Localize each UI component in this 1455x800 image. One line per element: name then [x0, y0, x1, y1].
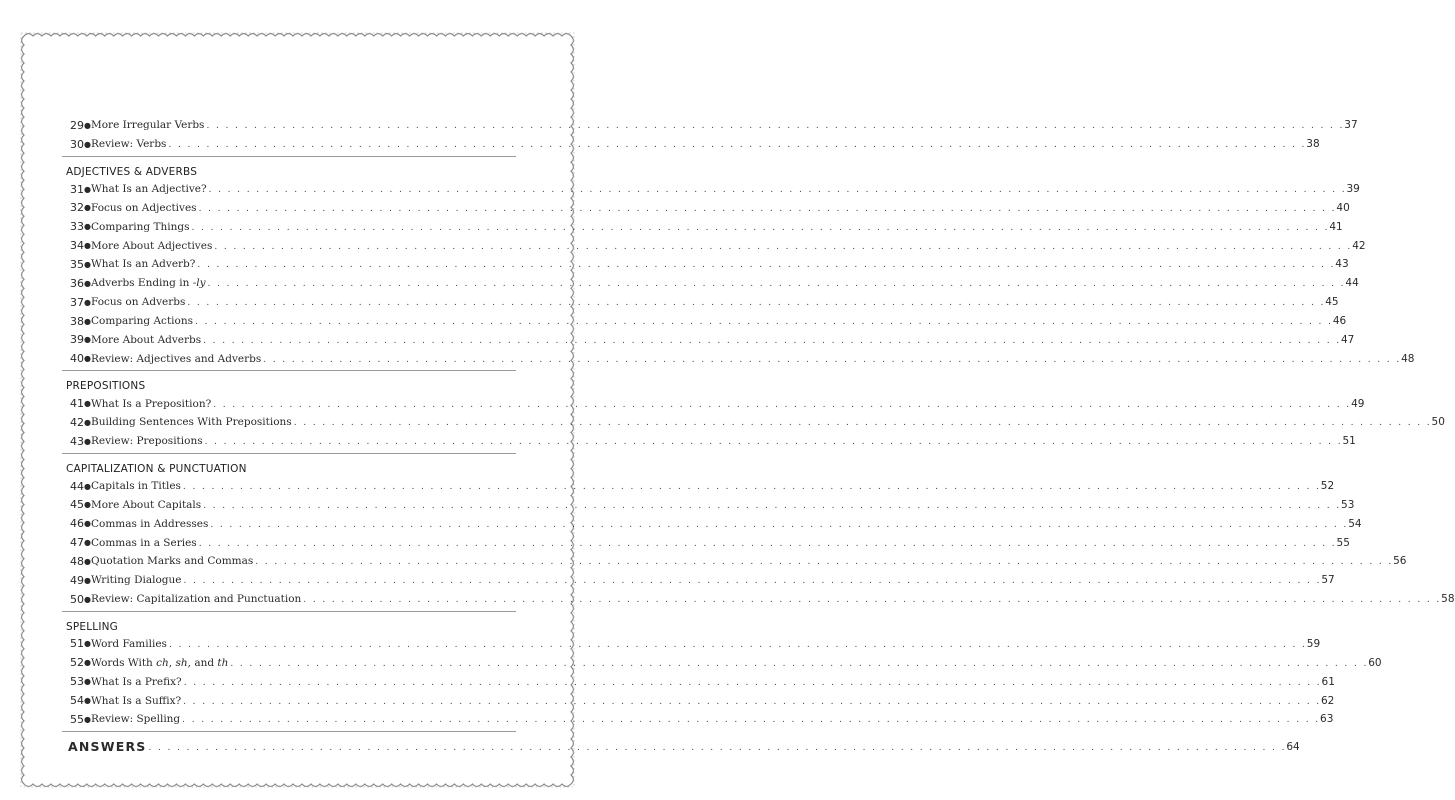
toc-entry: [62, 653, 1382, 672]
bullet-icon: ●: [84, 417, 91, 427]
lesson-title: Comparing Actions: [90, 315, 193, 328]
dot-leader: . . . . . . . . . . . . . . . . . . . . . . . . . . . . . . . . . . . . . . . . . . . . . . . . . . . . . . . . . . . . . . . . . . . . . . . . . . . . . . . . . . . . . . . . . . . . . . . . . . . . . . . . . . . . . . . . . . . . . . . .: [293, 418, 1432, 429]
lesson-title: Comparing Things: [90, 220, 190, 233]
lesson-number: 36: [70, 276, 84, 290]
lesson-title: Review: Prepositions: [90, 435, 203, 448]
lesson-number: 31: [70, 182, 84, 196]
dot-leader: . . . . . . . . . . . . . . . . . . . . . . . . . . . . . . . . . . . . . . . . . . . . . . . . . . . . . . . . . . . . . . . . . . . . . . . . . . . . . . . . . . . . . . . . . . . . . . . . . . . . . . . . . . . . . . . . . . . . . . . .: [187, 298, 1326, 309]
dot-leader: . . . . . . . . . . . . . . . . . . . . . . . . . . . . . . . . . . . . . . . . . . . . . . . . . . . . . . . . . . . . . . . . . . . . . . . . . . . . . . . . . . . . . . . . . . . . . . . . . . . . . . . . . . . . . . . . . . . . . . . .: [195, 317, 1333, 328]
page-number: 37: [1344, 119, 1358, 132]
answers-entry: [62, 736, 1300, 758]
bullet-icon: ●: [84, 399, 91, 409]
page-number: 58: [1441, 593, 1455, 606]
page-number: 50: [1431, 416, 1445, 429]
bullet-icon: ●: [84, 575, 91, 585]
bullet-icon: ●: [84, 639, 91, 649]
page-number: 53: [1341, 498, 1355, 511]
lesson-title: Review: Verbs: [90, 138, 167, 151]
page-number: 38: [1306, 138, 1320, 151]
lesson-title: More About Adverbs: [90, 333, 202, 346]
toc-entry: [62, 514, 1362, 533]
dot-leader: . . . . . . . . . . . . . . . . . . . . . . . . . . . . . . . . . . . . . . . . . . . . . . . . . . . . . . . . . . . . . . . . . . . . . . . . . . . . . . . . . . . . . . . . . . . . . . . . . . . . . . . . . . . . . . . . . . . . . . . .: [263, 354, 1402, 365]
lesson-number: 39: [70, 333, 84, 347]
bullet-icon: ●: [84, 519, 91, 529]
lesson-title: Review: Spelling: [90, 713, 181, 726]
lesson-number: 32: [70, 201, 84, 215]
page-number: 51: [1342, 435, 1356, 448]
lesson-title: Commas in Addresses: [90, 517, 209, 530]
lesson-title: More About Adjectives: [90, 239, 213, 252]
bullet-icon: ●: [84, 594, 91, 604]
toc-entry: [62, 349, 1415, 368]
lesson-number: 43: [70, 434, 84, 448]
page-number: 45: [1325, 296, 1339, 309]
toc-entry: [62, 477, 1335, 496]
toc-entry: [62, 274, 1359, 293]
lesson-number: 53: [70, 675, 84, 689]
dot-leader: . . . . . . . . . . . . . . . . . . . . . . . . . . . . . . . . . . . . . . . . . . . . . . . . . . . . . . . . . . . . . . . . . . . . . . . . . . . . . . . . . . . . . . . . . . . . . . . . . . . . . . . . . . . . . . . . . . . . . . . .: [204, 437, 1343, 448]
toc-entry: [62, 710, 1334, 729]
lesson-number: 33: [70, 220, 84, 234]
toc-entry: [62, 672, 1335, 691]
lesson-title: Focus on Adjectives: [90, 201, 197, 214]
toc-entry: [62, 312, 1347, 331]
lesson-title: Adverbs Ending in -ly: [90, 277, 206, 290]
page-number: 64: [1286, 740, 1300, 753]
lesson-title: Capitals in Titles: [90, 480, 181, 493]
section-heading: CAPITALIZATION & PUNCTUATION: [66, 462, 247, 475]
dot-leader: . . . . . . . . . . . . . . . . . . . . . . . . . . . . . . . . . . . . . . . . . . . . . . . . . . . . . . . . . . . . . . . . . . . . . . . . . . . . . . . . . . . . . . . . . . . . . . . . . . . . . . . . . . . . . . . . . . . . . . . .: [183, 576, 1322, 587]
lesson-title: Building Sentences With Prepositions: [90, 416, 292, 429]
lesson-title: What Is an Adverb?: [90, 258, 196, 271]
lesson-title: Review: Capitalization and Punctuation: [90, 593, 302, 606]
dot-leader: . . . . . . . . . . . . . . . . . . . . . . . . . . . . . . . . . . . . . . . . . . . . . . . . . . . . . . . . . . . . . . . . . . . . . . . . . . . . . . . . . . . . . . . . . . . . . . . . . . . . . . . . . . . . . . . . . . . . . . . .: [203, 500, 1342, 511]
dot-leader: . . . . . . . . . . . . . . . . . . . . . . . . . . . . . . . . . . . . . . . . . . . . . . . . . . . . . . . . . . . . . . . . . . . . . . . . . . . . . . . . . . . . . . . . . . . . . . . . . . . . . . . . . . . . . . . . . . . . . . . .: [198, 538, 1337, 549]
lesson-title: What Is an Adjective?: [90, 183, 207, 196]
lesson-title: Focus on Adverbs: [90, 296, 186, 309]
bullet-icon: ●: [84, 184, 91, 194]
dot-leader: . . . . . . . . . . . . . . . . . . . . . . . . . . . . . . . . . . . . . . . . . . . . . . . . . . . . . . . . . . . . . . . . . . . . . . . . . . . . . . . . . . . . . . . . . . . . . . . . . . . . . . . . . . . . . . . . . . . . . . . .: [210, 519, 1349, 530]
answers-title: ANSWERS: [68, 739, 147, 755]
page-number: 63: [1320, 713, 1334, 726]
page-number: 61: [1321, 675, 1335, 688]
dot-leader: . . . . . . . . . . . . . . . . . . . . . . . . . . . . . . . . . . . . . . . . . . . . . . . . . . . . . . . . . . . . . . . . . . . . . . . . . . . . . . . . . . . . . . . . . . . . . . . . . . . . . . . . . . . . . . . . . . . . . . . .: [203, 335, 1341, 346]
toc-entry: [62, 413, 1445, 432]
section-spelling: [62, 616, 1382, 732]
page-number: 39: [1346, 183, 1360, 196]
page-number: 46: [1332, 315, 1347, 328]
section-adjectives-adverbs: [62, 161, 1415, 371]
lesson-title: Review: Adjectives and Adverbs: [90, 352, 262, 365]
bullet-icon: ●: [84, 316, 91, 326]
section-heading: PREPOSITIONS: [66, 380, 146, 393]
bullet-icon: ●: [84, 259, 91, 269]
dot-leader: . . . . . . . . . . . . . . . . . . . . . . . . . . . . . . . . . . . . . . . . . . . . . . . . . . . . . . . . . . . . . . . . . . . . . . . . . . . . . . . . . . . . . . . . . . . . . . . . . . . . . . . . . . . . . . . . . . . . . . . .: [207, 279, 1346, 290]
lesson-number: 29: [70, 118, 84, 132]
page-number: 52: [1320, 480, 1335, 493]
lesson-number: 44: [70, 479, 84, 493]
toc-entry: [62, 691, 1335, 710]
dot-leader: . . . . . . . . . . . . . . . . . . . . . . . . . . . . . . . . . . . . . . . . . . . . . . . . . . . . . . . . . . . . . . . . . . . . . . . . . . . . . . . . . . . . . . . . . . . . . . . . . . . . . . . . . . . . . . . . . . . . . . . .: [230, 658, 1369, 669]
lesson-title: More About Capitals: [90, 498, 202, 511]
bullet-icon: ●: [84, 203, 91, 213]
toc-entry: [62, 533, 1350, 552]
bullet-icon: ●: [84, 436, 91, 446]
lesson-title: Words With ch, sh, and th: [90, 656, 229, 669]
dot-leader: . . . . . . . . . . . . . . . . . . . . . . . . . . . . . . . . . . . . . . . . . . . . . . . . . . . . . . . . . . . . . . . . . . . . . . . . . . . . . . . . . . . . . . . . . . . . . . . . . . . . . . . . . . . . . . . . . . . . . . . .: [213, 399, 1352, 410]
page-number: 62: [1321, 694, 1335, 707]
toc-entry: [62, 255, 1349, 274]
bullet-icon: ●: [84, 696, 91, 706]
dot-leader: . . . . . . . . . . . . . . . . . . . . . . . . . . . . . . . . . . . . . . . . . . . . . . . . . . . . . . . . . . . . . . . . . . . . . . . . . . . . . . . . . . . . . . . . . . . . . . . . . . . . . . . . . . . . . . . . . . . . . . . .: [255, 557, 1394, 568]
dot-leader: . . . . . . . . . . . . . . . . . . . . . . . . . . . . . . . . . . . . . . . . . . . . . . . . . . . . . . . . . . . . . . . . . . . . . . . . . . . . . . . . . . . . . . . . . . . . . . . . . . . . . . . . . . . . . . . . . . . . . . . .: [206, 121, 1345, 132]
lesson-number: 46: [70, 517, 84, 531]
page-number: 55: [1336, 536, 1350, 549]
toc-entry: [62, 432, 1356, 451]
section-continued-verbs: [62, 116, 1358, 157]
toc-entry: [62, 330, 1355, 349]
section-heading: SPELLING: [66, 620, 119, 633]
dot-leader: . . . . . . . . . . . . . . . . . . . . . . . . . . . . . . . . . . . . . . . . . . . . . . . . . . . . . . . . . . . . . . . . . . . . . . . . . . . . . . . . . . . . . . . . . . . . . . . . . . . . . . . . . . . . . . . . . . . . . . . .: [183, 677, 1322, 688]
lesson-number: 50: [70, 592, 84, 606]
lesson-number: 52: [70, 656, 84, 670]
page-number: 48: [1401, 352, 1415, 365]
lesson-number: 30: [70, 137, 84, 151]
lesson-title: What Is a Suffix?: [90, 694, 182, 707]
toc-entry: [62, 590, 1455, 609]
lesson-number: 35: [70, 257, 84, 271]
bullet-icon: ●: [84, 278, 91, 288]
toc-entry: [62, 571, 1335, 590]
page-number: 42: [1352, 239, 1366, 252]
page-number: 59: [1306, 637, 1321, 650]
page-number: 41: [1329, 220, 1343, 233]
lesson-title: What Is a Prefix?: [90, 675, 182, 688]
page-number: 57: [1321, 574, 1335, 587]
bullet-icon: ●: [84, 538, 91, 548]
dot-leader: . . . . . . . . . . . . . . . . . . . . . . . . . . . . . . . . . . . . . . . . . . . . . . . . . . . . . . . . . . . . . . . . . . . . . . . . . . . . . . . . . . . . . . . . . . . . . . . . . . . . . . . . . . . . . . . . . . . . . . . .: [191, 222, 1330, 233]
page-number: 44: [1345, 277, 1359, 290]
toc-entry: [62, 199, 1350, 218]
toc-entry: [62, 217, 1343, 236]
page-number: 49: [1351, 397, 1365, 410]
dot-leader: . . . . . . . . . . . . . . . . . . . . . . . . . . . . . . . . . . . . . . . . . . . . . . . . . . . . . . . . . . . . . . . . . . . . . . . . . . . . . . . . . . . . . . . . . . . . . . . . . . . . . . . . . . . . . . . . . . . . . . . .: [182, 482, 1321, 493]
bullet-icon: ●: [84, 500, 91, 510]
page-number: 47: [1341, 333, 1355, 346]
lesson-number: 42: [70, 415, 84, 429]
section-prepositions: [62, 375, 1445, 454]
lesson-number: 51: [70, 637, 84, 651]
lesson-number: 38: [70, 314, 84, 328]
bullet-icon: ●: [84, 335, 91, 345]
page-number: 56: [1393, 555, 1407, 568]
dot-leader: . . . . . . . . . . . . . . . . . . . . . . . . . . . . . . . . . . . . . . . . . . . . . . . . . . . . . . . . . . . . . . . . . . . . . . . . . . . . . . . . . . . . . . . . . . . . . . . . . . . . . . . . . . . . . . . . . . . . . . . .: [208, 185, 1347, 196]
toc-entry: [62, 394, 1365, 413]
dot-leader: . . . . . . . . . . . . . . . . . . . . . . . . . . . . . . . . . . . . . . . . . . . . . . . . . . . . . . . . . . . . . . . . . . . . . . . . . . . . . . . . . . . . . . . . . . . . . . . . . . . . . . . . . . . . . . . . . . . . . . . .: [182, 715, 1321, 726]
section-heading: ADJECTIVES & ADVERBS: [66, 165, 198, 178]
bullet-icon: ●: [84, 556, 91, 566]
dot-leader: . . . . . . . . . . . . . . . . . . . . . . . . . . . . . . . . . . . . . . . . . . . . . . . . . . . . . . . . . . . . . . . . . . . . . . . . . . . . . . . . . . . . . . . . . . . . . . . . . . . . . . . . . . . . . . . . . . . . . . . .: [214, 241, 1353, 252]
lesson-number: 49: [70, 573, 84, 587]
toc-entry: [62, 236, 1366, 255]
dot-leader: . . . . . . . . . . . . . . . . . . . . . . . . . . . . . . . . . . . . . . . . . . . . . . . . . . . . . . . . . . . . . . . . . . . . . . . . . . . . . . . . . . . . . . . . . . . . . . . . . . . . . . . . . . . . . . . . . . . . . . . .: [168, 140, 1307, 151]
lesson-title: Quotation Marks and Commas: [90, 555, 254, 568]
dot-leader: . . . . . . . . . . . . . . . . . . . . . . . . . . . . . . . . . . . . . . . . . . . . . . . . . . . . . . . . . . . . . . . . . . . . . . . . . . . . . . . . . . . . . . . . . . . . . . . . . . . . . . . . . . . . . . . . . . . . . . . .: [197, 260, 1336, 271]
dot-leader: . . . . . . . . . . . . . . . . . . . . . . . . . . . . . . . . . . . . . . . . . . . . . . . . . . . . . . . . . . . . . . . . . . . . . . . . . . . . . . . . . . . . . . . . . . . . . . . . . . . . . . . . . . . . . . . . . . . . . . . .: [303, 595, 1442, 606]
page-number: 40: [1336, 201, 1350, 214]
toc-entry: [62, 180, 1360, 199]
page-number: 54: [1348, 517, 1362, 530]
dot-leader: . . . . . . . . . . . . . . . . . . . . . . . . . . . . . . . . . . . . . . . . . . . . . . . . . . . . . . . . . . . . . . . . . . . . . . . . . . . . . . . . . . . . . . . . . . . . . . . . . . . . . . . . . . . . . . . . . . . . . . . .: [198, 203, 1337, 214]
bullet-icon: ●: [84, 677, 91, 687]
dot-leader: . . . . . . . . . . . . . . . . . . . . . . . . . . . . . . . . . . . . . . . . . . . . . . . . . . . . . . . . . . . . . . . . . . . . . . . . . . . . . . . . . . . . . . . . . . . . . . . . . . . . . . . . . . . . . . . . . . . . . . . .: [148, 742, 1287, 753]
lesson-number: 47: [70, 536, 84, 550]
lesson-title: Word Families: [90, 637, 167, 650]
lesson-number: 48: [70, 554, 84, 568]
toc-entry: [62, 552, 1407, 571]
lesson-number: 55: [70, 712, 84, 726]
lesson-title: More Irregular Verbs: [90, 119, 205, 132]
lesson-number: 41: [70, 397, 84, 411]
bullet-icon: ●: [84, 714, 91, 724]
lesson-number: 45: [70, 498, 84, 512]
toc-entry: [62, 135, 1320, 154]
lesson-title: What Is a Preposition?: [90, 397, 212, 410]
lesson-title: Writing Dialogue: [90, 574, 182, 587]
bullet-icon: ●: [84, 481, 91, 491]
lesson-number: 34: [70, 239, 84, 253]
lesson-number: 37: [70, 295, 84, 309]
bullet-icon: ●: [84, 297, 91, 307]
table-of-contents: [62, 116, 1455, 758]
toc-entry: [62, 496, 1355, 515]
section-capitalization-punctuation: [62, 458, 1455, 612]
dot-leader: . . . . . . . . . . . . . . . . . . . . . . . . . . . . . . . . . . . . . . . . . . . . . . . . . . . . . . . . . . . . . . . . . . . . . . . . . . . . . . . . . . . . . . . . . . . . . . . . . . . . . . . . . . . . . . . . . . . . . . . .: [183, 696, 1321, 707]
toc-entry: [62, 116, 1358, 135]
toc-entry: [62, 293, 1339, 312]
bullet-icon: ●: [84, 354, 91, 364]
bullet-icon: ●: [84, 658, 91, 668]
bullet-icon: ●: [84, 222, 91, 232]
lesson-number: 54: [70, 694, 84, 708]
page-number: 60: [1368, 656, 1382, 669]
bullet-icon: ●: [84, 120, 91, 130]
dot-leader: . . . . . . . . . . . . . . . . . . . . . . . . . . . . . . . . . . . . . . . . . . . . . . . . . . . . . . . . . . . . . . . . . . . . . . . . . . . . . . . . . . . . . . . . . . . . . . . . . . . . . . . . . . . . . . . . . . . . . . . .: [168, 639, 1307, 650]
lesson-title: Commas in a Series: [90, 536, 197, 549]
lesson-number: 40: [70, 352, 84, 366]
bullet-icon: ●: [84, 139, 91, 149]
bullet-icon: ●: [84, 241, 91, 251]
page-number: 43: [1335, 258, 1349, 271]
toc-entry: [62, 635, 1321, 654]
